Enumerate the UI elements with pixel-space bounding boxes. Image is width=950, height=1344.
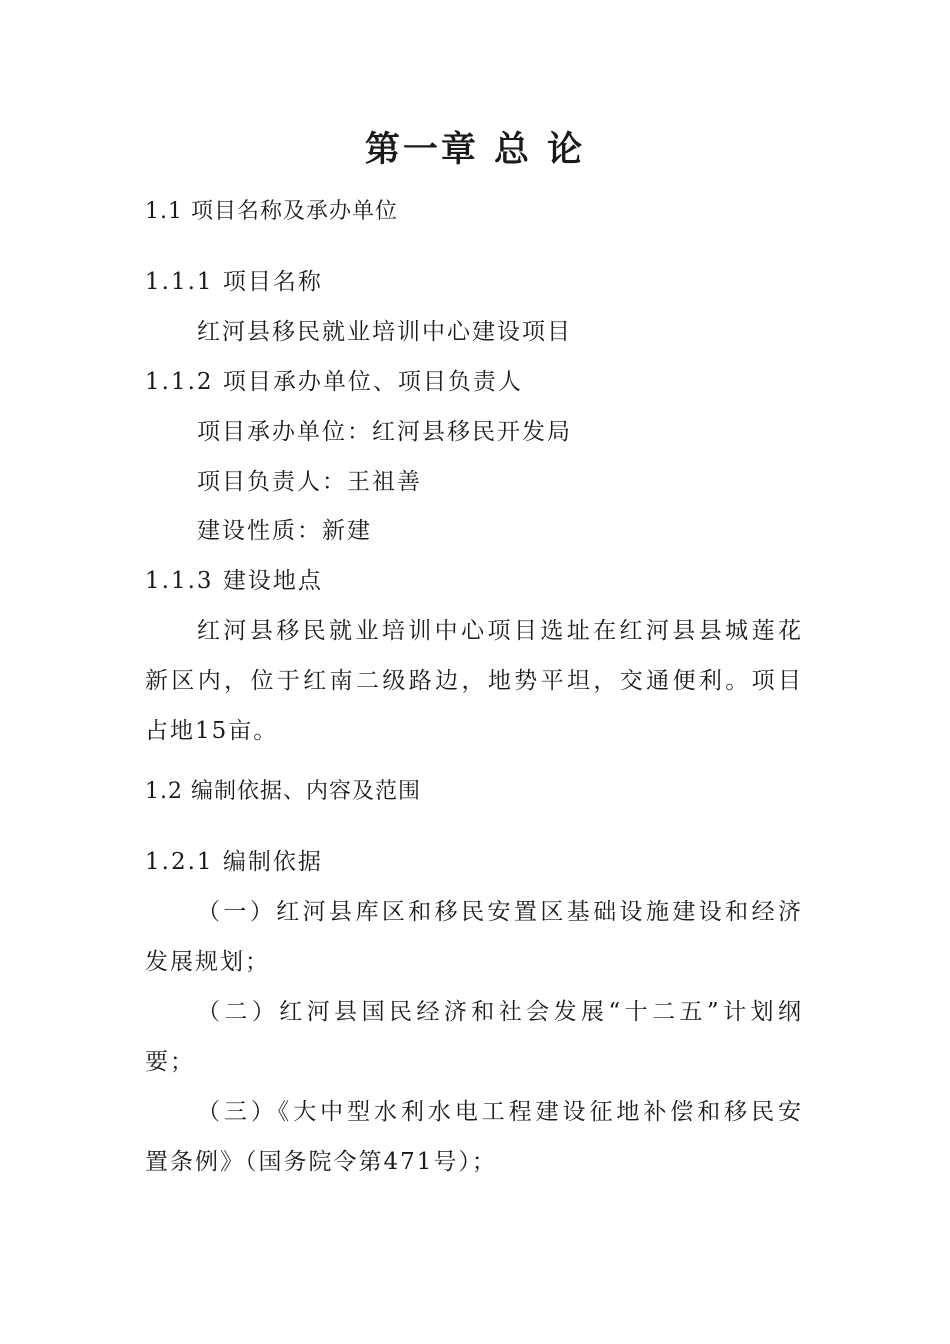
basis-item-2-line1: （二）红河县国民经济和社会发展“十二五”计划纲 [197, 999, 803, 1025]
basis-item-3-line1: （三）《大中型水利水电工程建设征地补偿和移民安 [197, 1099, 803, 1125]
leader-text: 项目负责人：王祖善 [197, 469, 422, 495]
section-heading-1-2: 1.2 编制依据、内容及范围 [145, 779, 421, 804]
organizer-text: 项目承办单位：红河县移民开发局 [197, 419, 572, 445]
section-heading-1-1-1: 1.1.1 项目名称 [145, 269, 323, 295]
location-paragraph-line2: 新区内，位于红南二级路边，地势平坦，交通便利。项目 [145, 668, 803, 694]
chapter-title: 第一章 总 论 [364, 129, 586, 170]
section-heading-1-2-1: 1.2.1 编制依据 [145, 849, 323, 875]
location-paragraph-line3: 占地15亩。 [145, 718, 279, 744]
basis-item-2-line2: 要； [145, 1049, 195, 1075]
section-heading-1-1-2: 1.1.2 项目承办单位、项目负责人 [145, 369, 523, 395]
construction-nature-text: 建设性质：新建 [197, 518, 372, 544]
basis-item-1-line1: （一）红河县库区和移民安置区基础设施建设和经济 [197, 899, 803, 925]
basis-item-3-line2: 置条例》（国务院令第471号）； [145, 1149, 497, 1175]
location-paragraph-line1: 红河县移民就业培训中心项目选址在红河县县城莲花 [197, 618, 803, 644]
project-name-text: 红河县移民就业培训中心建设项目 [197, 319, 572, 345]
section-heading-1-1-3: 1.1.3 建设地点 [145, 568, 323, 594]
basis-item-1-line2: 发展规划； [145, 949, 270, 975]
section-heading-1-1: 1.1 项目名称及承办单位 [145, 199, 398, 224]
